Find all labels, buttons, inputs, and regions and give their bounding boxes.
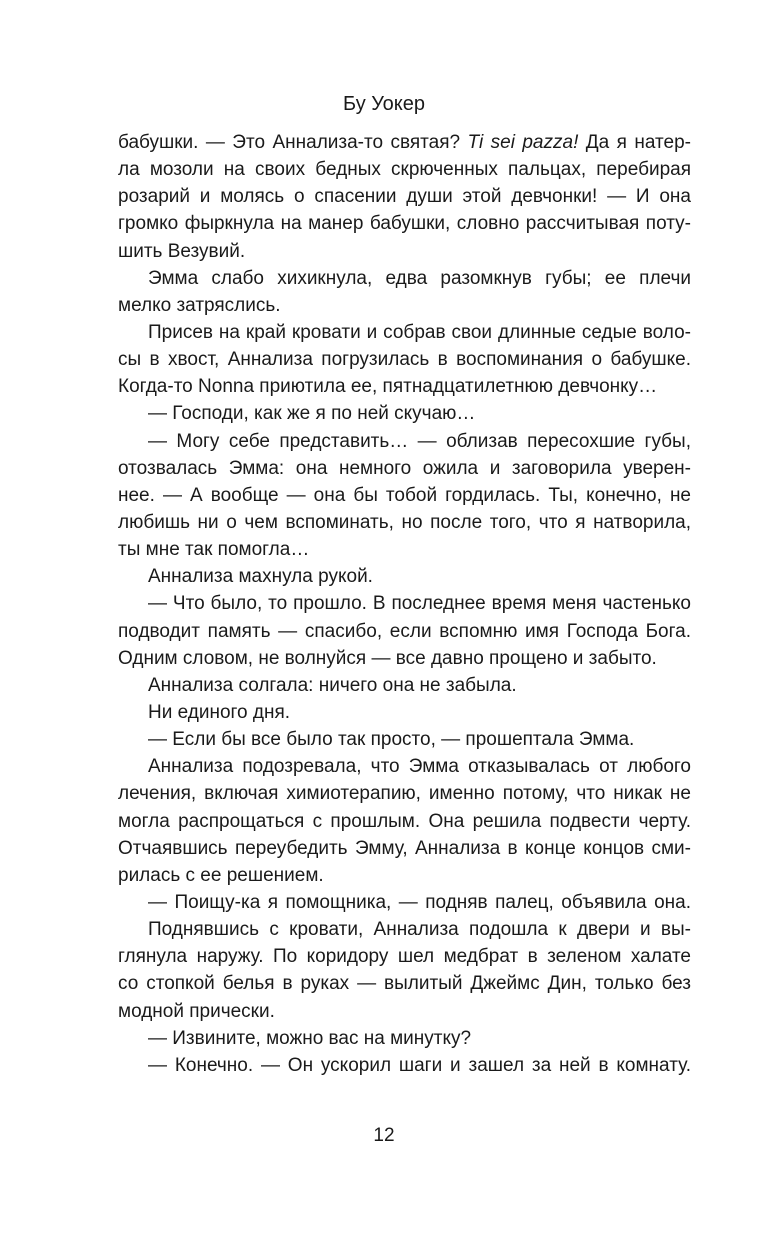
- text-line: рилась с ее решением.: [118, 864, 324, 886]
- text-line: Ни единого дня.: [148, 701, 291, 723]
- text-line: шить Везувий.: [118, 240, 246, 262]
- text-line: ты мне так помогла…: [118, 539, 310, 561]
- text-line: Присев на край кровати и собрав свои длинные седые воло-: [148, 321, 691, 343]
- text-line: Поднявшись с кровати, Аннализа подошла к двери и вы-: [148, 919, 691, 941]
- text-line: — Могу себе представить… — облизав пересохшие губы,: [148, 430, 691, 452]
- paragraph: [118, 428, 691, 564]
- text-line: Аннализа солгала: ничего она не забыла.: [148, 674, 517, 696]
- paragraph: [118, 590, 691, 671]
- paragraph: [118, 1052, 691, 1079]
- text-line: ла мозоли на своих бедных скрюченных пальцах, перебирая: [118, 159, 691, 181]
- paragraph: [118, 563, 691, 590]
- paragraph: [118, 753, 691, 889]
- text-line: могла распрощаться с прошлым. Она решила подвести черту.: [118, 810, 691, 832]
- paragraph: [118, 400, 691, 427]
- italic-phrase: Ti sei pazza!: [467, 132, 579, 153]
- paragraph: [118, 916, 691, 1025]
- text-line: громко фыркнула на манер бабушки, словно рассчитывая поту-: [118, 213, 691, 235]
- text-line: со стопкой белья в руках — вылитый Джеймс Дин, только без: [118, 973, 691, 995]
- text-line: сы в хвост, Аннализа погрузилась в воспоминания о бабушке.: [118, 349, 691, 371]
- body-text: [118, 129, 691, 1079]
- text-line: Эмма слабо хихикнула, едва разомкнув губы; ее плечи: [148, 267, 691, 289]
- paragraph: [118, 672, 691, 699]
- page-number: 12: [373, 1125, 395, 1146]
- text-line: Одним словом, не волнуйся — все давно прощено и забыто.: [118, 647, 657, 669]
- text-line: модной прически.: [118, 1000, 275, 1022]
- text-line: розарий и молясь о спасении души этой девчонки! — И она: [118, 186, 691, 208]
- paragraph: [118, 1025, 691, 1052]
- paragraph: [118, 129, 691, 265]
- text-line: — Извините, можно вас на минутку?: [148, 1027, 472, 1049]
- running-head-author: Бу Уокер: [343, 93, 425, 115]
- text-line: Аннализа махнула рукой.: [148, 566, 373, 588]
- text-line: нее. — А вообще — она бы тобой гордилась. Ты, конечно, не: [118, 484, 691, 506]
- text-line: Когда-то Nonna приютила ее, пятнадцатилетнюю девчонку…: [118, 376, 658, 398]
- paragraph: [118, 726, 691, 753]
- text-line: бабушки. — Это Аннализа-то святая? Ti sei pazza! Да я натер-: [118, 132, 692, 153]
- text-line: отозвалась Эмма: она немного ожила и заговорила уверен-: [118, 457, 691, 479]
- text-line: Аннализа подозревала, что Эмма отказывалась от любого: [148, 756, 691, 778]
- text-line: подводит память — спасибо, если вспомню имя Господа Бога.: [118, 620, 691, 642]
- paragraph: [118, 319, 691, 400]
- text-line: — Что было, то прошло. В последнее время меня частенько: [148, 593, 691, 615]
- paragraph: [118, 699, 691, 726]
- text-line: лечения, включая химиотерапию, именно потому, что никак не: [118, 783, 691, 805]
- text-line: Отчаявшись переубедить Эмму, Аннализа в конце концов сми-: [118, 837, 691, 859]
- text-line: любишь ни о чем вспоминать, но после того, что я натворила,: [118, 511, 691, 533]
- text-line: — Если бы все было так просто, — прошептала Эмма.: [148, 729, 635, 751]
- text-line: мелко затряслись.: [118, 294, 281, 316]
- text-line: — Поищу-ка я помощника, — подняв палец, объявила она.: [148, 891, 691, 913]
- text-line: — Господи, как же я по ней скучаю…: [148, 403, 476, 425]
- paragraph: [118, 889, 691, 916]
- paragraph: [118, 265, 691, 319]
- text-line: глянула наружу. По коридору шел медбрат в зеленом халате: [118, 946, 691, 968]
- text-line: — Конечно. — Он ускорил шаги и зашел за ней в комнату.: [148, 1054, 691, 1076]
